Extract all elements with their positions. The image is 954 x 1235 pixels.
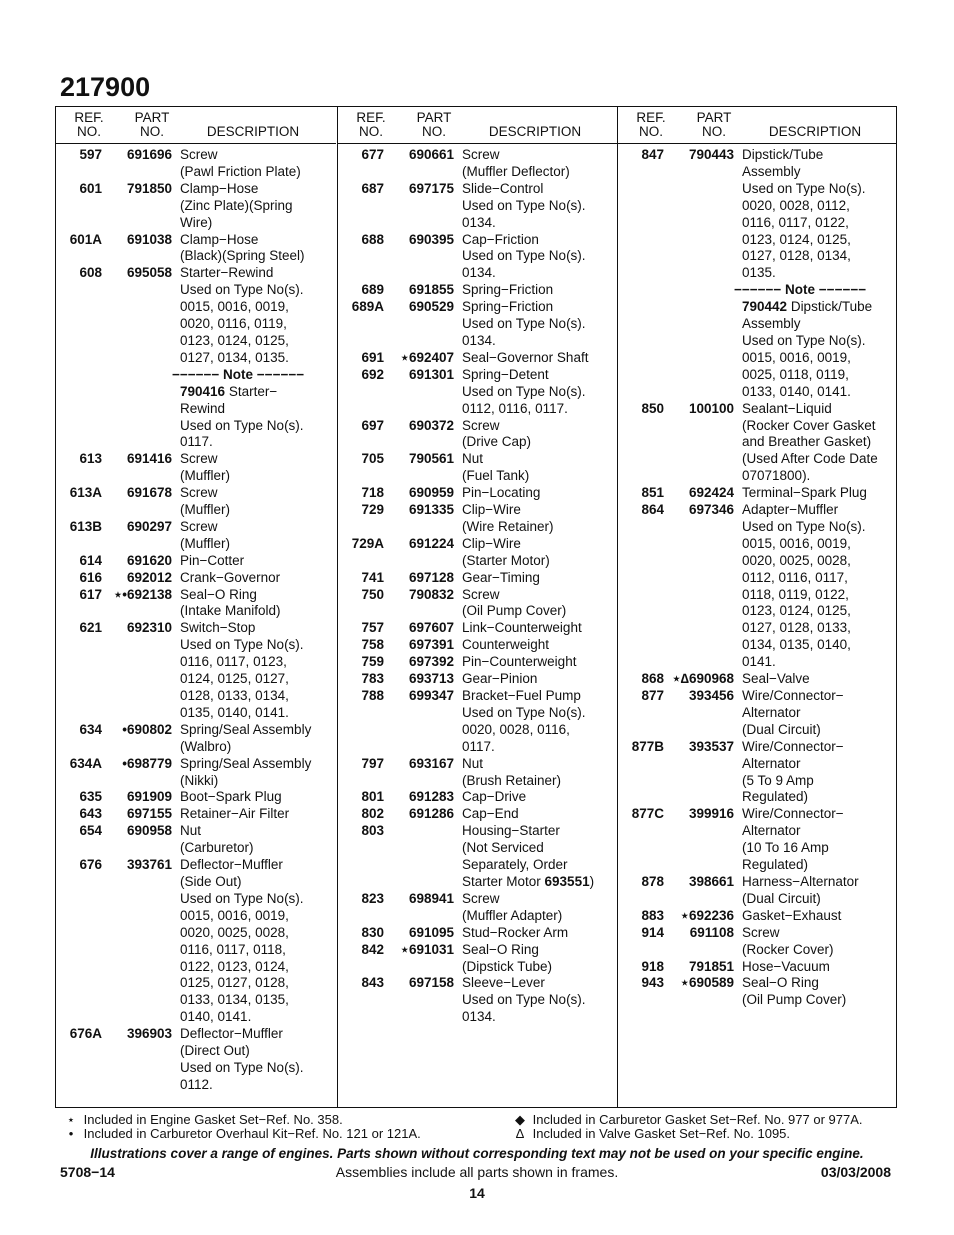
part-no-header: PART NO. — [696, 110, 732, 139]
part-description: Clamp−Hose (Black)(Spring Steel) — [180, 231, 305, 264]
part-number: 690959 — [408, 485, 454, 501]
part-number: 699347 — [408, 688, 454, 703]
part-number: 693167 — [408, 755, 454, 771]
part-number: 691696 — [126, 147, 172, 162]
ref-number: 634A — [69, 755, 102, 771]
ref-number: 847 — [641, 147, 664, 162]
ref-number: 621 — [79, 620, 102, 636]
part-description: Cap−Friction Used on Type No(s). 0134. — [462, 231, 586, 281]
part-description: Slide−Control Used on Type No(s). 0134. — [462, 180, 586, 230]
parts-row — [56, 620, 336, 721]
ref-number: 729 — [361, 502, 384, 518]
legend-item — [511, 1113, 863, 1127]
part-description: Stud−Rocker Arm — [462, 924, 569, 940]
parts-row — [56, 451, 336, 485]
ref-number — [618, 299, 664, 400]
part-number: 697391 — [408, 637, 454, 653]
ref-number: 617 — [79, 586, 102, 602]
part-number: 690529 — [408, 299, 454, 315]
ref-number: 759 — [361, 654, 384, 670]
part-description: Clamp−Hose (Zinc Plate)(Spring Wire) — [180, 180, 293, 230]
part-description: Cap−End — [462, 806, 519, 822]
parts-row — [618, 299, 897, 400]
part-description: Sealant−Liquid (Rocker Cover Gasket and Breather Gasket) (Used After Code Date 07071800). — [742, 400, 878, 484]
ref-number: 616 — [79, 569, 102, 585]
ref-number: 692 — [361, 366, 384, 382]
ref-number: 788 — [361, 688, 384, 703]
part-description: Spring−Friction — [462, 282, 554, 298]
legend-item — [511, 1127, 790, 1141]
part-description: Seal−O Ring (Oil Pump Cover) — [742, 975, 847, 1008]
parts-row — [338, 823, 618, 891]
part-description: Screw (Oil Pump Cover) — [462, 586, 567, 619]
part-no-header: PART NO. — [416, 110, 452, 139]
part-number: 790561 — [408, 451, 454, 467]
part-number: 691678 — [126, 485, 172, 501]
page-number: 14 — [469, 1185, 485, 1201]
part-number: 691108 — [689, 924, 734, 940]
part-description: Adapter−Muffler Used on Type No(s). 0015, 0016, 0019, 0020, 0025, 0028, 0112, 0116, 0117, 0118, 0119, 0122, 0123, 0124, 0125, 0127, 0128, 0133, 0134, 0135, 0140, 0141. — [742, 502, 866, 670]
parts-row — [338, 975, 618, 1026]
part-description: Seal−O Ring (Intake Manifold) — [180, 586, 281, 619]
part-number: 393456 — [688, 688, 734, 703]
part-number: 691095 — [408, 924, 454, 940]
ref-number: 801 — [361, 789, 384, 805]
part-number: ⋆∆690968 — [672, 671, 734, 687]
part-description: Pin−Counterweight — [462, 654, 577, 670]
legend-text: Included in Carburetor Gasket Set−Ref. No. 977 or 977A. — [532, 1112, 863, 1127]
parts-row — [56, 857, 336, 1026]
part-number: 396903 — [126, 1026, 172, 1042]
part-description: Counterweight — [462, 637, 550, 653]
parts-column-1 — [56, 107, 336, 1107]
ref-number: 687 — [361, 180, 384, 196]
description-header: DESCRIPTION — [488, 124, 582, 139]
parts-row — [338, 536, 618, 570]
ref-number: 883 — [641, 907, 664, 923]
document-number: 5708−14 — [60, 1164, 115, 1180]
ref-number: 850 — [641, 400, 664, 416]
parts-row — [618, 147, 897, 282]
part-number: 697128 — [408, 569, 454, 585]
part-description: Boot−Spark Plug — [180, 789, 282, 805]
parts-row — [338, 502, 618, 536]
part-description: Bracket−Fuel Pump Used on Type No(s). 0020, 0028, 0116, 0117. — [462, 688, 586, 754]
part-number: ⋆690589 — [680, 975, 734, 991]
parts-row — [618, 671, 897, 688]
parts-row — [338, 350, 618, 367]
ref-number: 803 — [361, 823, 384, 839]
part-description: Pin−Locating — [462, 485, 541, 501]
part-description: 790416 Starter− Rewind Used on Type No(s). 0117. — [180, 383, 304, 450]
parts-row — [338, 942, 618, 976]
parts-column-2 — [337, 107, 618, 1107]
legend-text: Included in Carburetor Overhaul Kit−Ref. No. 121 or 121A. — [83, 1126, 421, 1141]
part-number: ⋆692236 — [680, 907, 734, 923]
parts-row — [338, 299, 618, 350]
ref-number: 918 — [641, 958, 664, 974]
column-header — [618, 107, 897, 144]
part-description: Housing−Starter (Not Serviced Separately, Order Starter Motor 693551) — [462, 823, 595, 889]
part-number: 691286 — [408, 806, 454, 822]
ref-number: 750 — [361, 586, 384, 602]
diamond-icon: ◆ — [515, 1112, 525, 1127]
part-description: Screw (Muffler) — [180, 485, 231, 518]
part-description: Screw (Muffler) — [180, 518, 231, 551]
parts-row — [56, 519, 336, 553]
ref-number: 613A — [69, 485, 102, 501]
parts-row — [56, 789, 336, 806]
part-description: Crank−Governor — [180, 569, 281, 585]
part-description: Screw (Muffler) — [180, 451, 231, 484]
part-description: Dipstick/Tube Assembly Used on Type No(s). 0020, 0028, 0112, 0116, 0117, 0122, 0123, 0124, 0125, 0127, 0128, 0134, 0135. — [742, 147, 866, 281]
parts-rows — [618, 147, 897, 1009]
ref-number: 877 — [641, 688, 664, 703]
part-description: Nut (Fuel Tank) — [462, 451, 530, 484]
part-description: Screw (Muffler Adapter) — [462, 890, 563, 923]
ref-number: 783 — [361, 671, 384, 687]
part-description: Seal−Governor Shaft — [462, 349, 589, 365]
part-number: 100100 — [688, 400, 734, 416]
part-number: 791850 — [126, 180, 172, 196]
ref-number: 635 — [79, 789, 102, 805]
part-description: Starter−Rewind Used on Type No(s). 0015, 0016, 0019, 0020, 0116, 0119, 0123, 0124, 0125, 0127, 0134, 0135. — [180, 265, 304, 365]
parts-row — [338, 654, 618, 671]
parts-row — [56, 147, 336, 181]
part-description: Sleeve−Lever Used on Type No(s). 0134. — [462, 975, 586, 1025]
parts-row — [56, 823, 336, 857]
part-number: 691855 — [408, 282, 454, 298]
ref-number: 643 — [79, 806, 102, 822]
part-description: Screw (Drive Cap) — [462, 417, 532, 450]
part-description: 790442 Dipstick/Tube Assembly Used on Type No(s). 0015, 0016, 0019, 0025, 0118, 0119, 0133, 0140, 0141. — [742, 299, 873, 399]
part-number: 691301 — [408, 366, 454, 382]
ref-number: 697 — [361, 417, 384, 433]
ref-number: 608 — [79, 265, 102, 281]
ref-number: 842 — [361, 941, 384, 957]
part-description: Gear−Timing — [462, 569, 540, 585]
ref-no-header: REF. NO. — [636, 110, 666, 139]
part-number: ⋆691031 — [400, 941, 454, 957]
part-description: Cap−Drive — [462, 789, 527, 805]
part-number — [664, 282, 734, 299]
part-number: 690395 — [408, 231, 454, 247]
parts-row — [56, 587, 336, 621]
parts-row — [338, 688, 618, 756]
part-description: Wire/Connector− Alternator (10 To 16 Amp Regulated) — [742, 806, 844, 873]
part-number: 692424 — [688, 485, 734, 501]
part-number: 790443 — [688, 147, 734, 162]
part-number: 690661 — [408, 147, 454, 162]
part-number: 698941 — [408, 890, 454, 906]
part-number: 691620 — [126, 552, 172, 568]
part-description: Screw (Rocker Cover) — [742, 924, 834, 957]
parts-row — [56, 265, 336, 366]
parts-row — [338, 587, 618, 621]
part-description: Pin−Cotter — [180, 552, 245, 568]
parts-row — [338, 418, 618, 452]
ref-number: 877C — [631, 806, 664, 822]
ref-number: 676 — [79, 857, 102, 873]
part-number: 398661 — [688, 873, 734, 889]
ref-number: 797 — [361, 755, 384, 771]
parts-row — [56, 806, 336, 823]
parts-row — [56, 232, 336, 266]
parts-row — [618, 688, 897, 739]
parts-row — [338, 570, 618, 587]
part-description: Clip−Wire (Starter Motor) — [462, 535, 550, 568]
ref-number: 654 — [79, 823, 102, 839]
parts-table — [55, 106, 897, 1108]
parts-row — [56, 367, 336, 384]
part-number: 692310 — [126, 620, 172, 636]
parts-row — [56, 756, 336, 790]
ref-number: 843 — [361, 975, 384, 991]
parts-row — [618, 739, 897, 807]
parts-row — [338, 789, 618, 806]
ref-number: 689A — [351, 299, 384, 315]
ref-number: 878 — [641, 873, 664, 889]
parts-row — [338, 451, 618, 485]
ref-number: 851 — [641, 485, 664, 501]
parts-row — [618, 908, 897, 925]
legend-item — [62, 1113, 343, 1127]
parts-row — [338, 925, 618, 942]
part-number: 691038 — [126, 231, 172, 247]
part-number: 697346 — [688, 502, 734, 518]
parts-row — [618, 874, 897, 908]
ref-number: 677 — [361, 147, 384, 162]
ref-number: 705 — [361, 451, 384, 467]
parts-row — [618, 975, 897, 1009]
part-number: 697175 — [408, 180, 454, 196]
column-header — [56, 107, 336, 144]
assemblies-note: Assemblies include all parts shown in frames. — [335, 1164, 619, 1180]
part-description: Deflector−Muffler (Side Out) Used on Type No(s). 0015, 0016, 0019, 0020, 0025, 0028, 0116, 0117, 0118, 0122, 0123, 0124, 0125, 0127, 0128, 0133, 0134, 0135, 0140, 0141. — [180, 857, 304, 1025]
parts-row — [618, 401, 897, 486]
ref-number — [618, 282, 664, 299]
parts-row — [56, 722, 336, 756]
parts-column-3 — [617, 107, 897, 1107]
ref-number: 601 — [79, 180, 102, 196]
part-number: ⋆692407 — [400, 349, 454, 365]
parts-row — [338, 367, 618, 418]
part-number: 691416 — [126, 451, 172, 467]
part-number — [664, 299, 734, 400]
part-number: 691335 — [408, 502, 454, 518]
ref-number: 943 — [641, 975, 664, 991]
parts-row — [618, 806, 897, 874]
part-description: Clip−Wire (Wire Retainer) — [462, 502, 554, 534]
part-number: 695058 — [126, 265, 172, 281]
parts-row — [56, 570, 336, 587]
part-number: 393761 — [126, 857, 172, 873]
parts-row — [618, 282, 897, 299]
ref-number: 741 — [361, 569, 384, 585]
part-description: Hose−Vacuum — [742, 958, 830, 974]
part-number — [102, 384, 172, 452]
ref-number: 689 — [361, 282, 384, 298]
ref-number: 614 — [79, 552, 102, 568]
part-number: 697607 — [408, 620, 454, 636]
parts-row — [618, 485, 897, 502]
part-description: Terminal−Spark Plug — [742, 485, 867, 501]
part-description: Nut (Carburetor) — [180, 823, 254, 856]
ref-number: 613 — [79, 451, 102, 467]
part-number: 690958 — [126, 823, 172, 839]
part-number: •690802 — [122, 721, 172, 737]
parts-row — [338, 620, 618, 637]
ref-number: 597 — [79, 147, 102, 162]
part-number: 697158 — [408, 975, 454, 991]
parts-row — [618, 925, 897, 959]
part-number: 691283 — [408, 789, 454, 805]
ref-number: 634 — [79, 721, 102, 737]
part-number: 692012 — [126, 569, 172, 585]
parts-row — [56, 485, 336, 519]
part-number: ⋆•692138 — [113, 586, 172, 602]
parts-row — [56, 553, 336, 570]
ref-number: 758 — [361, 637, 384, 653]
parts-rows — [56, 147, 336, 1094]
star-icon: ⋆ — [66, 1112, 76, 1127]
part-description: Screw (Muffler Deflector) — [462, 147, 570, 179]
part-number: •698779 — [122, 755, 172, 771]
parts-row — [338, 485, 618, 502]
ref-number: 729A — [351, 535, 384, 551]
parts-row — [338, 282, 618, 299]
part-number: 697155 — [126, 806, 172, 822]
ref-number: 877B — [631, 738, 664, 754]
part-description: Deflector−Muffler (Direct Out) Used on Type No(s). 0112. — [180, 1026, 304, 1092]
ref-number: 823 — [361, 890, 384, 906]
part-description: Retainer−Air Filter — [180, 806, 290, 822]
part-number: 697392 — [408, 654, 454, 670]
part-description: −−−−−− Note −−−−−− — [734, 282, 867, 298]
ref-number: 676A — [69, 1026, 102, 1042]
part-description: Spring/Seal Assembly (Nikki) — [180, 755, 312, 788]
parts-row — [56, 384, 336, 452]
part-description: Seal−Valve — [742, 671, 810, 687]
ref-no-header: REF. NO. — [74, 110, 104, 139]
part-description: Harness−Alternator (Dual Circuit) — [742, 873, 859, 906]
delta-icon: ∆ — [516, 1126, 524, 1141]
ref-number — [56, 367, 102, 384]
parts-row — [56, 1026, 336, 1094]
part-description: Nut (Brush Retainer) — [462, 755, 562, 788]
part-description: Gear−Pinion — [462, 671, 538, 687]
ref-no-header: REF. NO. — [356, 110, 386, 139]
part-description: Spring/Seal Assembly (Walbro) — [180, 721, 312, 754]
part-description: Gasket−Exhaust — [742, 907, 842, 923]
description-header: DESCRIPTION — [206, 124, 300, 139]
parts-row — [618, 502, 897, 671]
ref-number — [56, 384, 102, 452]
column-header — [338, 107, 618, 144]
part-number: 399916 — [688, 806, 734, 822]
ref-number: 601A — [69, 231, 102, 247]
disclaimer: Illustrations cover a range of engines. Parts shown without corresponding text may not be used on your specific engine. — [90, 1146, 864, 1161]
ref-number: 613B — [69, 518, 102, 534]
part-number: 790832 — [408, 586, 454, 602]
part-description: Switch−Stop Used on Type No(s). 0116, 0117, 0123, 0124, 0125, 0127, 0128, 0133, 0134, 0135, 0140, 0141. — [180, 620, 304, 720]
parts-row — [338, 232, 618, 283]
part-number: 690297 — [126, 518, 172, 534]
parts-row — [56, 181, 336, 232]
parts-row — [338, 181, 618, 232]
part-description: Seal−O Ring (Dipstick Tube) — [462, 941, 553, 974]
document-date: 03/03/2008 — [820, 1164, 891, 1180]
part-no-header: PART NO. — [134, 110, 170, 139]
ref-number: 757 — [361, 620, 384, 636]
parts-row — [338, 806, 618, 823]
part-description: Spring−Detent Used on Type No(s). 0112, 0116, 0117. — [462, 366, 586, 416]
legend-text: Included in Valve Gasket Set−Ref. No. 1095. — [532, 1126, 791, 1141]
part-number: 791851 — [688, 958, 734, 974]
ref-number: 868 — [641, 671, 664, 687]
parts-row — [338, 671, 618, 688]
legend-text: Included in Engine Gasket Set−Ref. No. 358. — [83, 1112, 343, 1127]
parts-row — [338, 891, 618, 925]
part-description: Screw (Pawl Friction Plate) — [180, 147, 301, 179]
part-number: 690372 — [408, 417, 454, 433]
ref-number: 830 — [361, 924, 384, 940]
legend-item — [62, 1127, 421, 1141]
model-number: 217900 — [60, 72, 151, 102]
parts-row — [338, 147, 618, 181]
part-description: Spring−Friction Used on Type No(s). 0134. — [462, 299, 586, 348]
part-description: Link−Counterweight — [462, 620, 582, 636]
part-number: 691909 — [126, 789, 172, 805]
parts-row — [338, 637, 618, 654]
parts-row — [618, 959, 897, 976]
ref-number: 914 — [641, 924, 664, 940]
ref-number: 688 — [361, 231, 384, 247]
bullet-icon: • — [68, 1126, 74, 1141]
part-number: 691224 — [408, 535, 454, 551]
parts-rows — [338, 147, 618, 1026]
part-number: 693713 — [408, 671, 454, 687]
part-number — [384, 823, 454, 891]
ref-number: 718 — [361, 485, 384, 501]
ref-number: 802 — [361, 806, 384, 822]
part-number — [102, 367, 172, 384]
part-description: Wire/Connector− Alternator (5 To 9 Amp Regulated) — [742, 738, 844, 805]
part-description: Wire/Connector− Alternator (Dual Circuit) — [742, 688, 844, 737]
parts-row — [338, 756, 618, 790]
part-description: −−−−−− Note −−−−−− — [172, 366, 305, 382]
part-number: 393537 — [688, 738, 734, 754]
description-header: DESCRIPTION — [768, 124, 862, 139]
ref-number: 864 — [641, 502, 664, 518]
ref-number: 691 — [361, 349, 384, 365]
